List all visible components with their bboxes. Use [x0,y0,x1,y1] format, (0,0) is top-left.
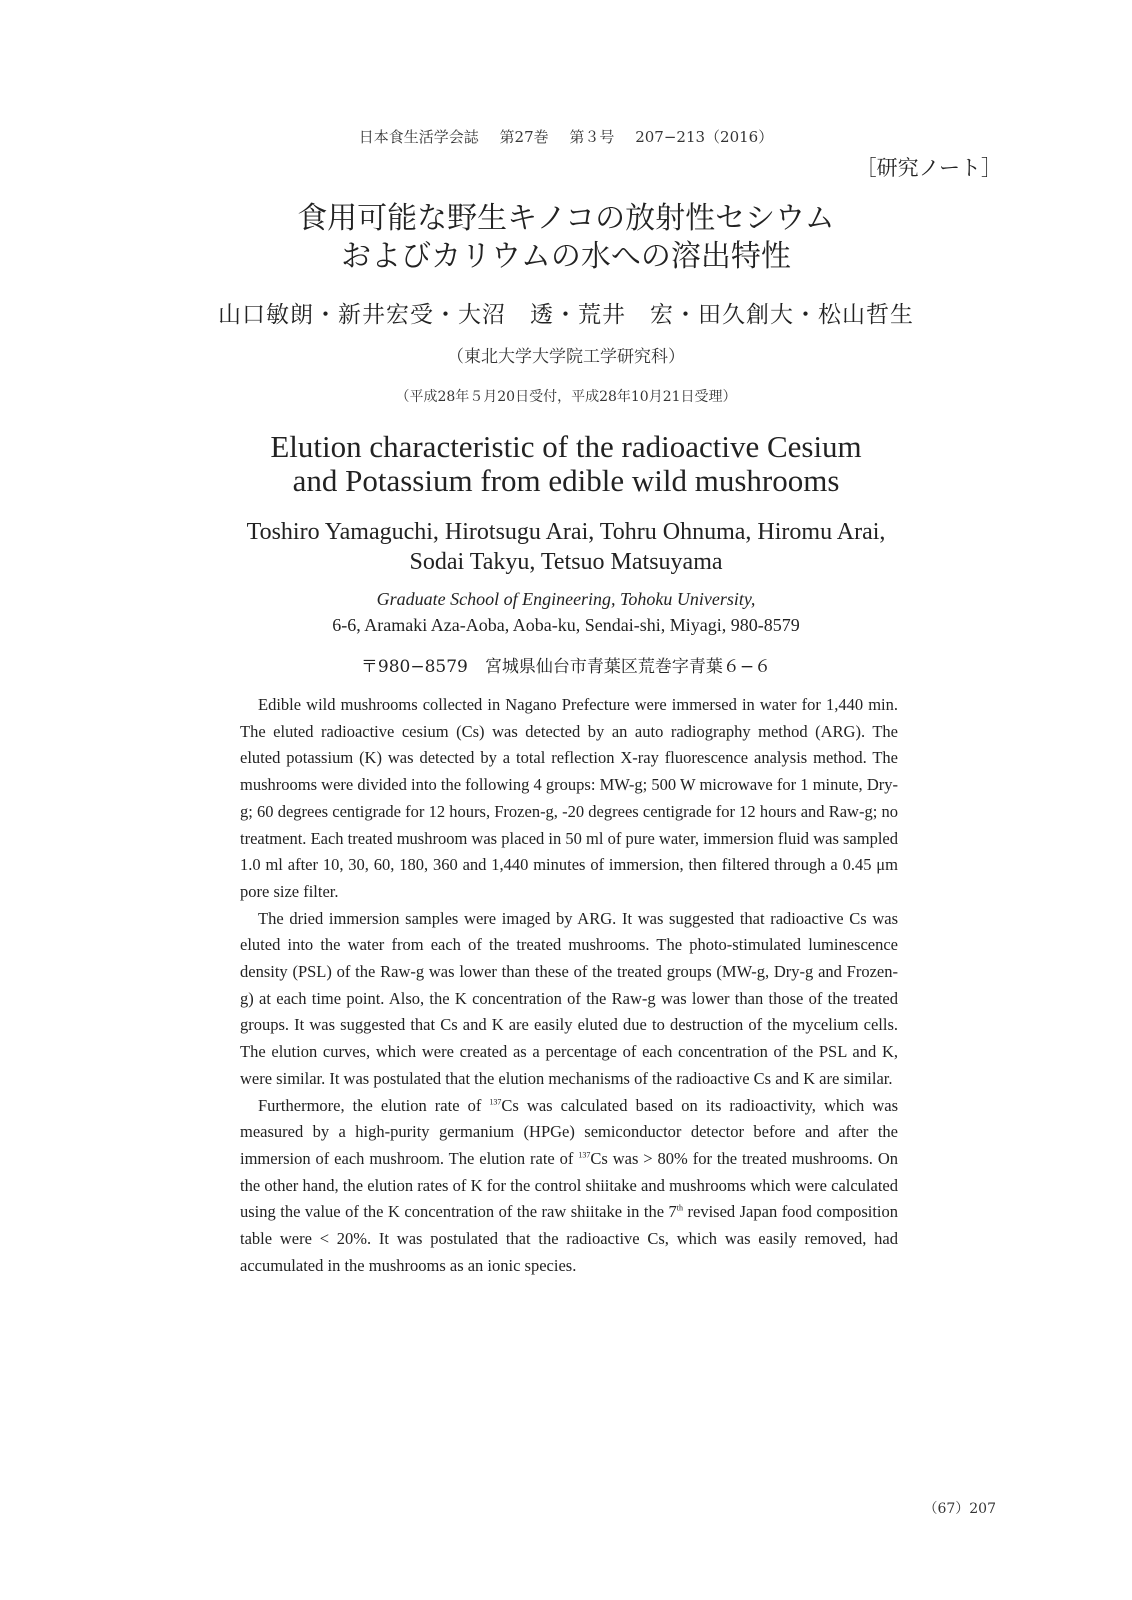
abstract-paragraph-2: The dried immersion samples were imaged by ARG. It was suggested that radioactive Cs was eluted into the water from each of the treated mushrooms. The photo-stimulated luminescence density (PSL) of the Raw-g was lower than these of the treated groups (MW-g, Dry-g and Frozen-g) at each time point. Also, the K concentration of the Raw-g was lower than those of the treated groups. It was suggested that Cs and K are easily eluted due to destruction of the mycelium cells. The elution curves, which were created as a percentage of each concentration of the PSL and K, were similar. It was postulated that the elution mechanisms of the radioactive Cs and K are similar. [240,908,898,1088]
abstract-p3-text-d: revised Japan food composition table were < 20%. It was postulated that the radioactive Cs, which was easily removed, had accumulated in the mushrooms as an ionic species. [240,1202,899,1275]
page-number: （67）207 [923,1501,996,1517]
english-title-line2: and Potassium from edible wild mushrooms [292,463,840,498]
abstract-paragraph-1: Edible wild mushrooms collected in Nagano Prefecture were immersed in water for 1,440 min. The eluted radioactive cesium (Cs) was detected by an auto radiography method (ARG). The eluted potassium (K) was detected by a total reflection X-ray fluorescence analysis method. The mushrooms were divided into the following 4 groups: MW-g; 500 W microwave for 1 minute, Dry-g; 60 degrees centigrade for 12 hours, Frozen-g, -20 degrees centigrade for 12 hours and Raw-g; no treatment. Each treated mushroom was placed in 50 ml of pure water, immersion fluid was sampled 1.0 ml after 10, 30, 60, 180, 360 and 1,440 minutes of immersion, then filtered through a 0.45 μm pore size filter. [240,695,898,901]
japanese-title [0,200,1132,276]
english-authors [0,517,1132,577]
english-institution: Graduate School of Engineering, Tohoku University, [376,589,756,609]
abstract-p3-text-a: Furthermore, the elution rate of [258,1095,490,1115]
journal-name: 日本食生活学会誌 [358,128,479,146]
japanese-title-line2: およびカリウムの水への溶出特性 [341,239,791,274]
english-title-line1: Elution characteristic of the radioactive Cesium [270,429,862,464]
journal-header [0,126,1132,147]
abstract-p3-text-b: Cs was calculated based on its radioactivity, which was measured by a high-purity germanium (HPGe) semiconductor detector before and after the immersion of each mushroom. The elution rate of [240,1095,898,1168]
abstract-p3-text-c: Cs was > 80% for the treated mushrooms. On the other hand, the elution rates of K for the control shiitake and mushrooms which were calculated using the value of the K concentration of the raw shiitake in the 7 [240,1148,898,1222]
journal-volume: 第27巻 [499,128,549,146]
received-accepted-dates: （平成28年５月20日受付，平成28年10月21日受理） [395,389,737,405]
article-type-label: ［研究ノート］ [855,156,1002,180]
journal-pages: 207−213（2016） [635,128,774,146]
japanese-authors: 山口敏朗・新井宏受・大沼 透・荒井 宏・田久創大・松山哲生 [218,302,914,328]
japanese-title-line1: 食用可能な野生キノコの放射性セシウム [297,201,835,236]
english-authors-line2: Sodai Takyu, Tetsuo Matsuyama [409,549,723,575]
isotope-superscript: 137 [578,1150,591,1160]
english-authors-line1: Toshiro Yamaguchi, Hirotsugu Arai, Tohru Ohnuma, Hiromu Arai, [246,519,886,545]
journal-issue: 第３号 [569,128,615,146]
english-address: 6-6, Aramaki Aza-Aoba, Aoba-ku, Sendai-shi, Miyagi, 980-8579 [332,615,800,635]
japanese-affiliation: （東北大学大学院工学研究科） [447,347,685,367]
abstract [240,692,898,1279]
abstract-paragraph-3 [240,1093,898,1280]
japanese-address: 〒980−8579 宮城県仙台市青葉区荒巻字青葉６−６ [360,657,772,677]
ordinal-superscript: th [676,1203,684,1213]
english-affiliation [0,586,1132,638]
english-title [0,430,1132,498]
isotope-superscript: 137 [489,1097,502,1107]
